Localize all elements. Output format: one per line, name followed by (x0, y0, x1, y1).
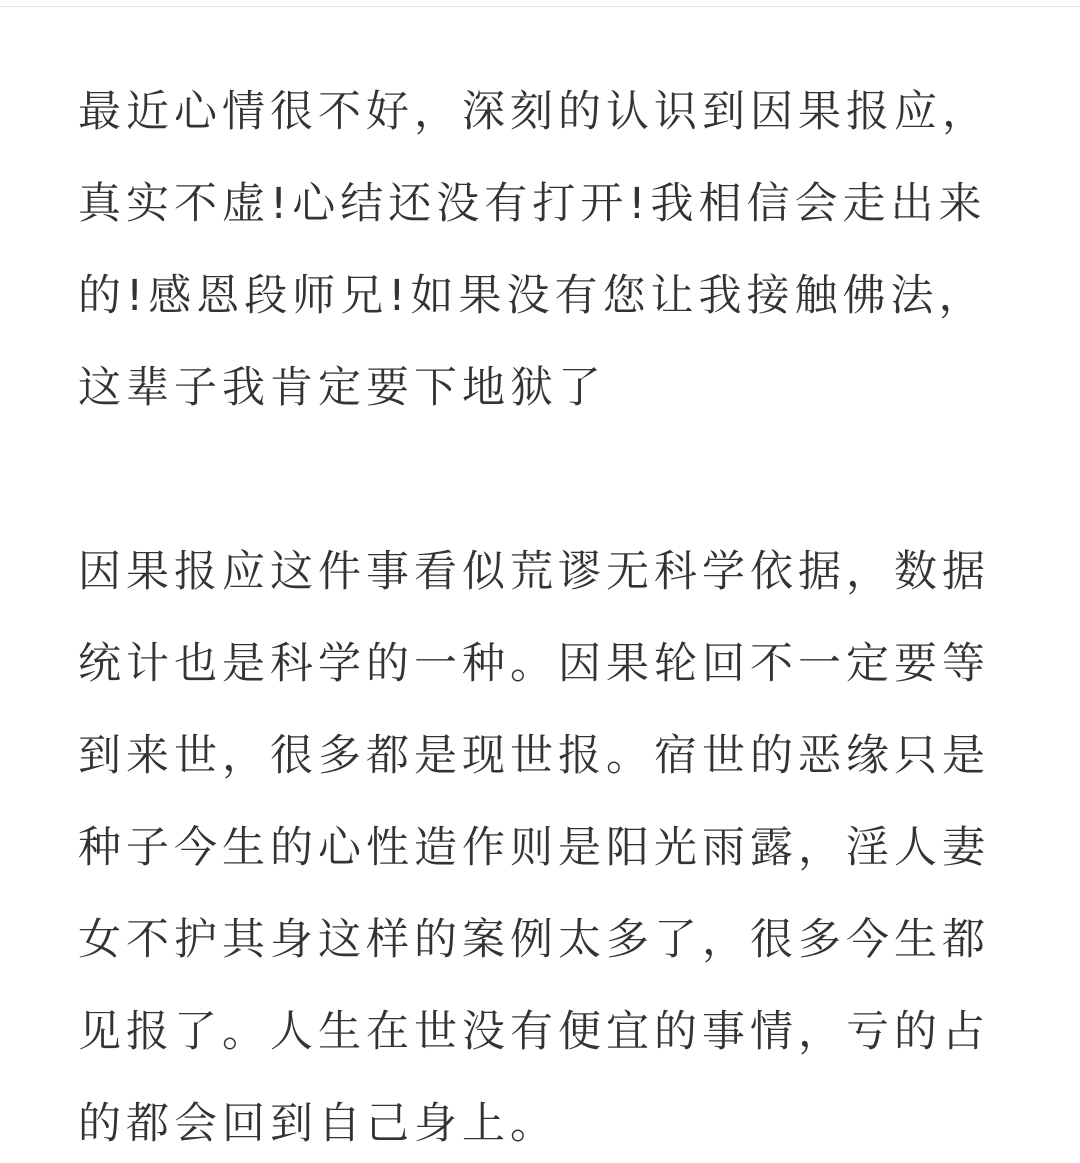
reply-paragraph (78, 526, 1008, 1163)
paragraph-line: 统计也是科学的一种。因果轮回不一定要等 (78, 639, 990, 689)
paragraph-line: 的!感恩段师兄!如果没有您让我接触佛法， (78, 271, 987, 321)
paragraph-line: 这辈子我肯定要下地狱了 (78, 363, 606, 413)
top-divider (0, 6, 1080, 7)
paragraph-line: 到来世，很多都是现世报。宿世的恶缘只是 (78, 731, 990, 781)
comment-paragraph (78, 66, 1008, 434)
paragraph-line: 真实不虚!心结还没有打开!我相信会走出来 (78, 179, 987, 229)
paragraph-line: 因果报应这件事看似荒谬无科学依据，数据 (78, 547, 990, 597)
paragraph-line: 种子今生的心性造作则是阳光雨露，淫人妻 (78, 823, 990, 873)
paragraph-line: 女不护其身这样的案例太多了，很多今生都 (78, 915, 990, 965)
paragraph-line: 的都会回到自己身上。 (78, 1099, 558, 1149)
paragraph-line: 见报了。人生在世没有便宜的事情，亏的占 (78, 1007, 990, 1057)
paragraph-line: 最近心情很不好，深刻的认识到因果报应， (78, 87, 990, 137)
